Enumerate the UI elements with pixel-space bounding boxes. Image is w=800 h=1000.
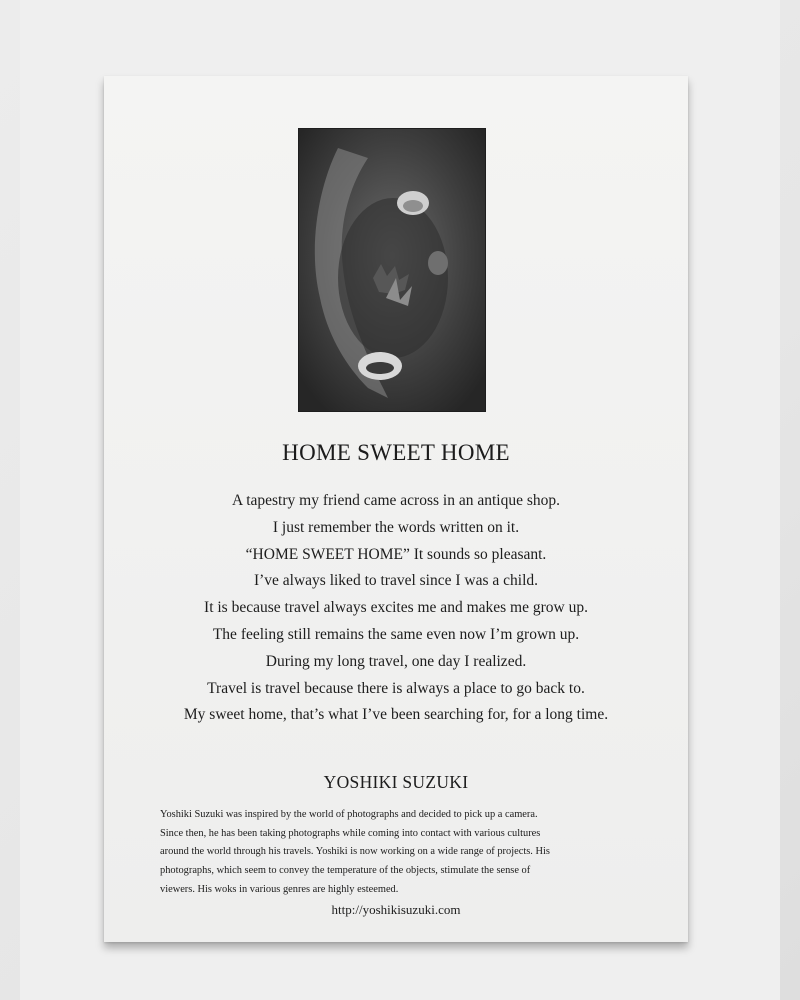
poem-title: HOME SWEET HOME: [282, 440, 510, 465]
poem-line: I just remember the words written on it.: [272, 518, 520, 536]
poem-text: [104, 488, 688, 729]
bio-line: viewers. His woks in various genres are highly esteemed.: [160, 883, 399, 895]
poem-line: Travel is travel because there is always a place to go back to.: [207, 679, 585, 697]
bio-line: Since then, he has been taking photographs while coming into contact with various cultures: [160, 827, 541, 839]
author-bio: [160, 806, 640, 900]
poem-line: During my long travel, one day I realized.: [265, 652, 527, 670]
poem-line: A tapestry my friend came across in an antique shop.: [232, 492, 560, 509]
bio-line: Yoshiki Suzuki was inspired by the world of photographs and decided to pick up a camera.: [160, 809, 538, 820]
poem-line: “HOME SWEET HOME” It sounds so pleasant.: [245, 545, 547, 563]
poem-line: I’ve always liked to travel since I was a child.: [253, 572, 539, 590]
poem-line: The feeling still remains the same even now I’m grown up.: [212, 625, 580, 643]
poem-line: My sweet home, that’s what I’ve been searching for, for a long time.: [183, 706, 609, 724]
tapestry-photo-icon: [298, 128, 486, 412]
poem-line: It is because travel always excites me and makes me grow up.: [204, 599, 588, 617]
bio-line: photographs, which seem to convey the temperature of the objects, stimulate the sense of: [160, 865, 531, 877]
bio-line: around the world through his travels. Yoshiki is now working on a wide range of projects. His: [160, 846, 550, 858]
website-url: http://yoshikisuzuki.com: [331, 902, 461, 917]
author-name: YOSHIKI SUZUKI: [323, 772, 469, 792]
